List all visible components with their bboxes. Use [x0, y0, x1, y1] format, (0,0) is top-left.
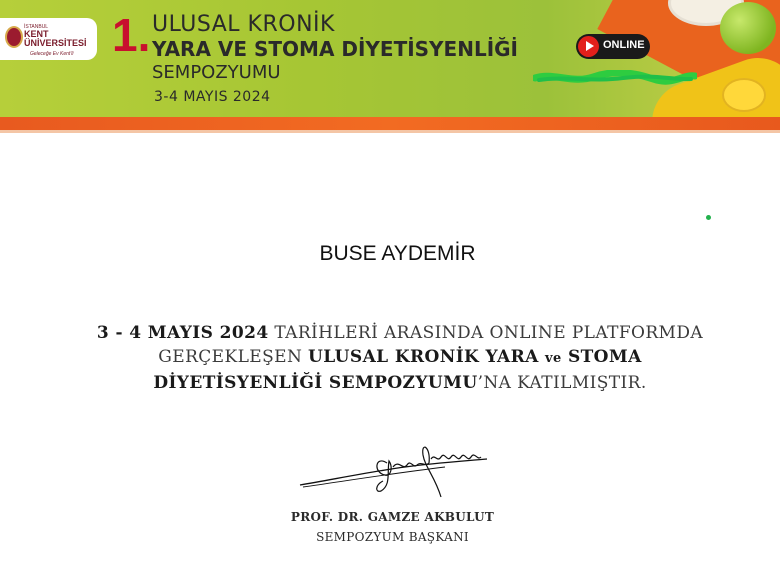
online-badge-label: ONLINE — [603, 39, 645, 51]
statement-event-3: DİYETİSYENLİĞİ SEMPOZYUMU — [153, 373, 478, 393]
logo-city: İSTANBUL — [24, 24, 49, 30]
edition-number: 1. — [112, 9, 151, 61]
online-badge — [576, 34, 650, 59]
redaction-scribble — [533, 70, 697, 86]
statement-ending: ’NA KATILMIŞTIR. — [477, 373, 647, 393]
event-title-line3: SEMPOZYUMU — [152, 62, 281, 83]
header-orange-stripe — [0, 117, 780, 130]
event-title-line1: ULUSAL KRONİK — [152, 12, 335, 37]
university-logo — [0, 18, 97, 60]
handwritten-signature — [295, 437, 490, 503]
statement-event-2: STOMA — [561, 347, 642, 367]
event-title-line2: YARA VE STOMA DİYETİSYENLİĞİ — [152, 37, 518, 61]
lemon-slice-image — [722, 78, 766, 112]
header-stripe-shadow — [0, 130, 780, 133]
header-banner — [0, 0, 780, 120]
logo-name-line1: KENT — [24, 29, 49, 39]
logo-name-line2: ÜNİVERSİTESİ — [24, 38, 87, 48]
logo-name — [24, 30, 87, 48]
university-seal-icon — [5, 26, 23, 48]
statement-date: 3 - 4 MAYIS 2024 — [96, 323, 269, 343]
statement-event-ve: ve — [545, 351, 562, 366]
participation-statement — [60, 321, 740, 395]
statement-event-1: ULUSAL KRONİK YARA — [308, 347, 546, 367]
statement-part2: GERÇEKLEŞEN — [158, 347, 309, 367]
signer-role: SEMPOZYUM BAŞKANI — [316, 530, 469, 544]
statement-part1: TARİHLERİ ARASINDA ONLINE PLATFORMDA — [268, 323, 704, 343]
recipient-name: BUSE AYDEMİR — [319, 242, 476, 265]
signer-name: PROF. DR. GAMZE AKBULUT — [290, 510, 495, 524]
play-icon — [578, 36, 599, 57]
event-dates: 3-4 MAYIS 2024 — [154, 89, 271, 105]
green-apple-image — [720, 2, 776, 54]
green-dot — [706, 215, 711, 220]
logo-tagline: Geleceğe Ev Kent'li — [30, 51, 74, 57]
